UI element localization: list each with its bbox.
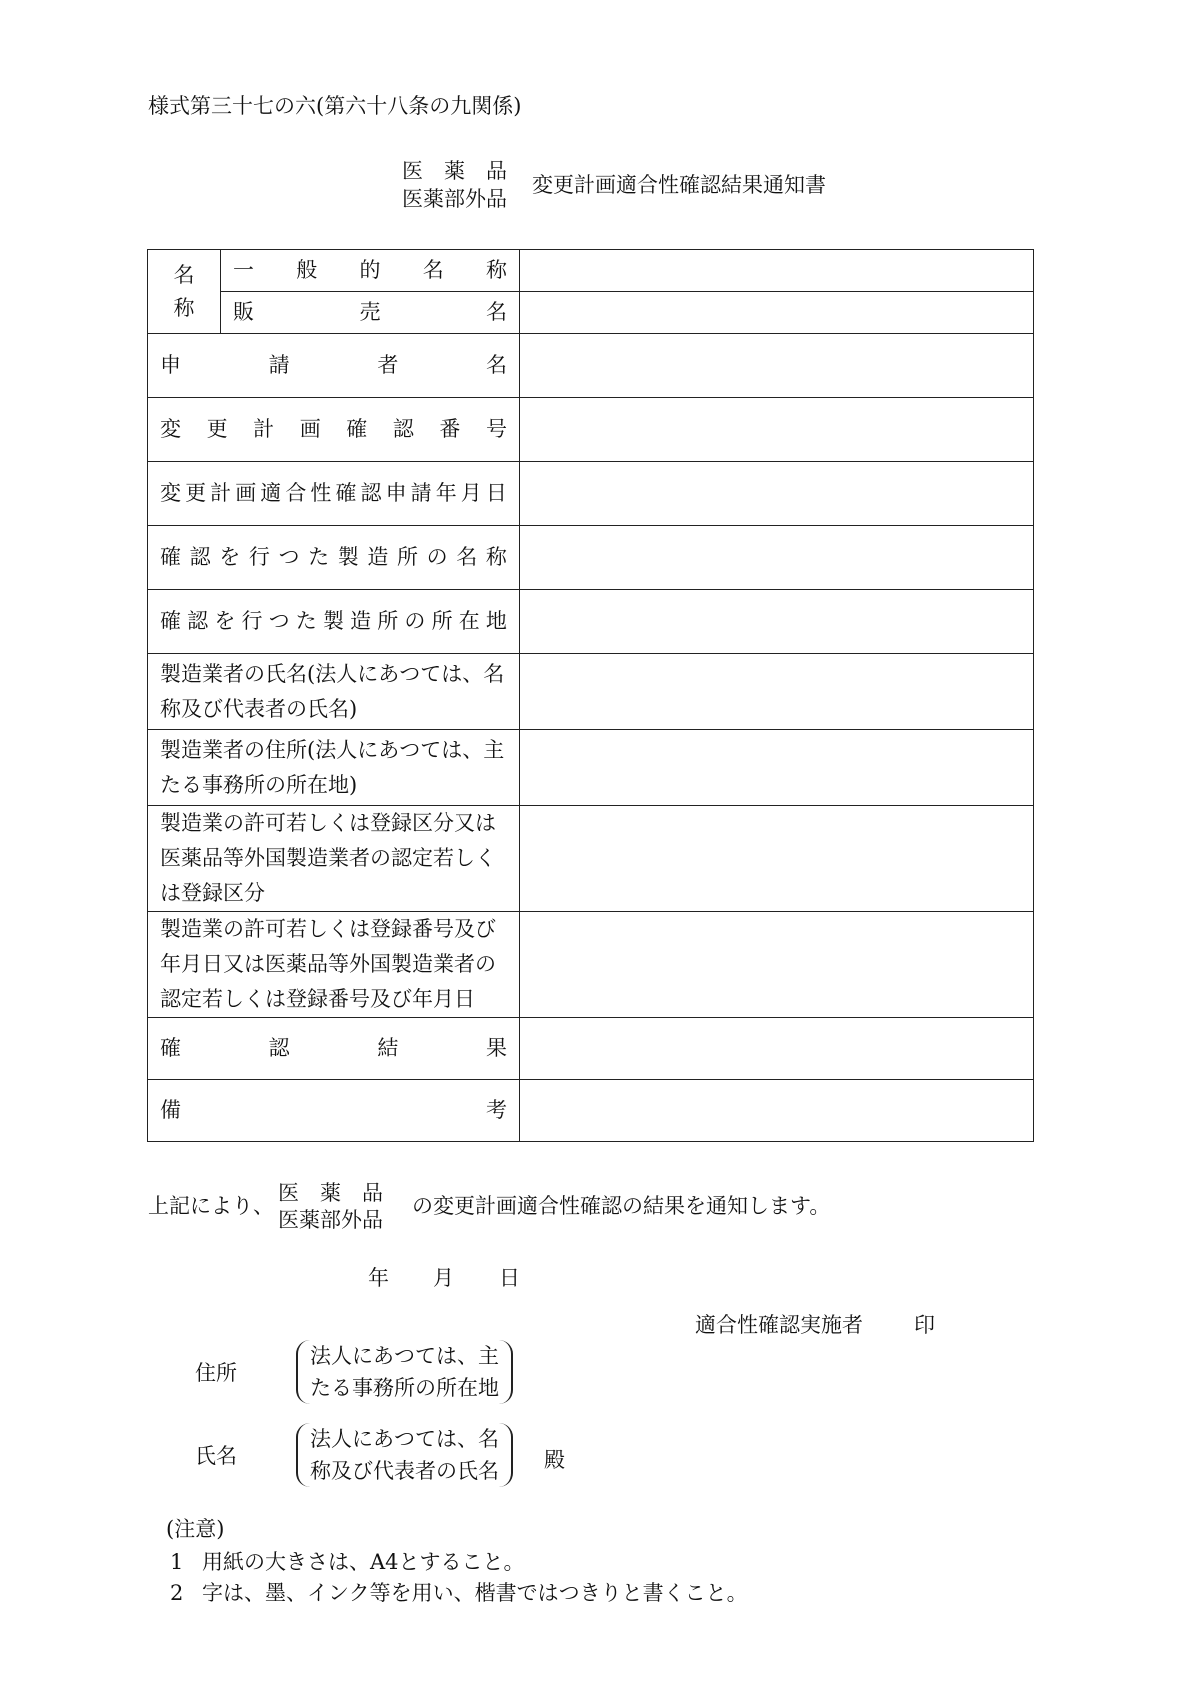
label-char: た [295,609,317,633]
table-row-license-category [148,806,1034,912]
label-char: 確 [160,545,181,569]
label-char: 名 [485,353,507,377]
label-char: 番 [439,417,461,441]
table-row-manufacturer-address [148,730,1034,806]
label-char: 一 [233,258,254,282]
license-category-label [148,806,520,912]
facility-address-value[interactable] [520,590,1034,654]
honorific: 殿 [544,1448,565,1472]
signer-label: 適合性確認実施者 [695,1313,863,1337]
label-char: 所 [397,545,418,569]
table-row-license-number [148,912,1034,1018]
label-char: 在 [458,609,480,633]
license-number-value[interactable] [520,912,1034,1018]
label-char: 備 [160,1098,181,1122]
label-char: 認 [189,545,211,569]
label-char: 計 [253,417,275,441]
label-char: 性 [310,481,332,505]
manufacturer-name-value[interactable] [520,654,1034,730]
spread-text [160,476,507,511]
label-char: の [426,545,448,569]
label-char: 申 [385,481,407,505]
label-char: 称 [485,545,507,569]
label-char: 確 [335,481,357,505]
license-category-value[interactable] [520,806,1034,912]
general-name-value[interactable] [520,250,1034,292]
note-text-1: 用紙の大きさは、A4とすること。 [202,1550,525,1574]
label-char: 般 [296,258,318,282]
label-char: 合 [285,481,307,505]
address-note-line-1: 法人にあつては、主 [310,1344,499,1368]
label-char: 認 [360,481,382,505]
notice-suffix: の変更計画適合性確認の結果を通知します。 [412,1194,831,1218]
notes-heading: (注意) [166,1517,225,1541]
table-row-applicant [148,334,1034,398]
name-note [296,1423,513,1487]
label-char: 造 [367,545,389,569]
spread-text [233,295,507,330]
notice-category-quasi-drug: 医薬部外品 [278,1208,383,1232]
label-char: 適 [260,481,282,505]
table-row-plan-number [148,398,1034,462]
notice-category-medicine: 医 薬 品 [278,1181,383,1205]
manufacturer-name-text: 製造業者の氏名(法人にあつては、名称及び代表者の氏名) [160,661,505,721]
license-number-label [148,912,520,1018]
manufacturer-address-value[interactable] [520,730,1034,806]
label-char: 製 [322,609,344,633]
label-char: 売 [359,300,381,324]
table-row-manufacturer-name [148,654,1034,730]
label-char: 者 [377,353,399,377]
label-char: 行 [248,545,270,569]
label-char: 画 [235,481,257,505]
label-char: 更 [185,481,207,505]
label-char: 日 [485,481,507,505]
label-char: 確 [160,609,181,633]
label-char: 行 [241,609,263,633]
table-row-remarks [148,1080,1034,1142]
label-char: 認 [392,417,414,441]
label-char: 月 [460,481,482,505]
spread-text [160,1093,507,1128]
spread-text [233,253,507,288]
label-char: 名 [456,545,478,569]
name-note-line-1: 法人にあつては、名 [310,1427,499,1451]
label-char: 造 [350,609,372,633]
form-table [147,249,1034,1142]
title-category-quasi-drug: 医薬部外品 [402,187,507,211]
address-label: 住所 [195,1361,237,1385]
label-char: 確 [160,1036,181,1060]
table-row-application-date [148,462,1034,526]
result-value[interactable] [520,1018,1034,1080]
manufacturer-address-text: 製造業者の住所(法人にあつては、主たる事務所の所在地) [160,737,505,797]
label-char: を [219,545,241,569]
brand-name-label [221,292,520,334]
remarks-value[interactable] [520,1080,1034,1142]
label-char: 確 [346,417,368,441]
name-group-label-2: 称 [173,295,195,320]
table-row-result [148,1018,1034,1080]
license-category-text: 製造業の許可若しくは登録区分又は医薬品等外国製造業者の認定若しくは登録区分 [160,811,496,905]
date-month: 月 [433,1266,454,1290]
name-note-line-2: 称及び代表者の氏名 [310,1459,499,1483]
brand-name-value[interactable] [520,292,1034,334]
spread-text [160,540,507,575]
note-number-1: 1 [170,1550,184,1574]
application-date-label [148,462,520,526]
label-char: 変 [160,417,181,441]
label-char: 販 [233,300,254,324]
label-char: 名 [486,300,507,324]
label-char: つ [268,609,290,633]
name-label: 氏名 [195,1444,237,1468]
label-char: 画 [299,417,321,441]
table-row-general-name [148,250,1034,292]
remarks-label [148,1080,520,1142]
label-char: 号 [485,417,507,441]
label-char: 請 [410,481,432,505]
spread-text [160,1031,507,1066]
applicant-label [148,334,520,398]
facility-name-label [148,526,520,590]
address-note [296,1340,513,1404]
label-char: 計 [210,481,232,505]
table-row-brand-name [148,292,1034,334]
label-char: 所 [431,609,453,633]
facility-address-label [148,590,520,654]
facility-name-value[interactable] [520,526,1034,590]
applicant-value[interactable] [520,334,1034,398]
label-char: 称 [486,258,507,282]
date-year: 年 [368,1266,389,1290]
date-day: 日 [499,1266,520,1290]
label-char: 考 [486,1098,507,1122]
address-note-line-2: たる事務所の所在地 [310,1376,499,1400]
note-text-2: 字は、墨、インク等を用い、楷書ではつきりと書くこと。 [202,1581,748,1605]
label-char: 所 [377,609,399,633]
name-group-label-1: 名 [173,262,195,287]
manufacturer-name-label [148,654,520,730]
label-char: 果 [485,1036,507,1060]
label-char: を [214,609,236,633]
label-char: 更 [206,417,228,441]
label-char: 変 [160,481,181,505]
note-number-2: 2 [170,1581,184,1605]
manufacturer-address-label [148,730,520,806]
form-number: 様式第三十七の六(第六十八条の九関係) [148,94,522,118]
license-number-text: 製造業の許可若しくは登録番号及び年月日又は医薬品等外国製造業者の認定若しくは登録番号及び年月日 [160,917,496,1011]
label-char: 名 [422,258,444,282]
label-char: た [308,545,330,569]
table-row-facility-name [148,526,1034,590]
document-title: 変更計画適合性確認結果通知書 [532,173,826,197]
label-char: 認 [268,1036,290,1060]
result-label [148,1018,520,1080]
label-char: 的 [359,258,381,282]
label-char: 年 [435,481,457,505]
seal-mark: 印 [914,1313,935,1337]
label-char: 申 [160,353,181,377]
spread-text [160,604,507,639]
label-char: 結 [377,1036,399,1060]
label-char: 請 [268,353,290,377]
application-date-value[interactable] [520,462,1034,526]
plan-number-label [148,398,520,462]
spread-text [160,348,507,383]
label-char: 地 [485,609,507,633]
label-char: 製 [337,545,359,569]
notice-prefix: 上記により、 [148,1194,274,1218]
label-char: の [404,609,426,633]
plan-number-value[interactable] [520,398,1034,462]
general-name-label [221,250,520,292]
name-group-label [148,250,221,334]
table-row-facility-address [148,590,1034,654]
label-char: 認 [187,609,209,633]
title-category-medicine: 医 薬 品 [402,159,507,183]
spread-text [160,412,507,447]
label-char: つ [278,545,300,569]
